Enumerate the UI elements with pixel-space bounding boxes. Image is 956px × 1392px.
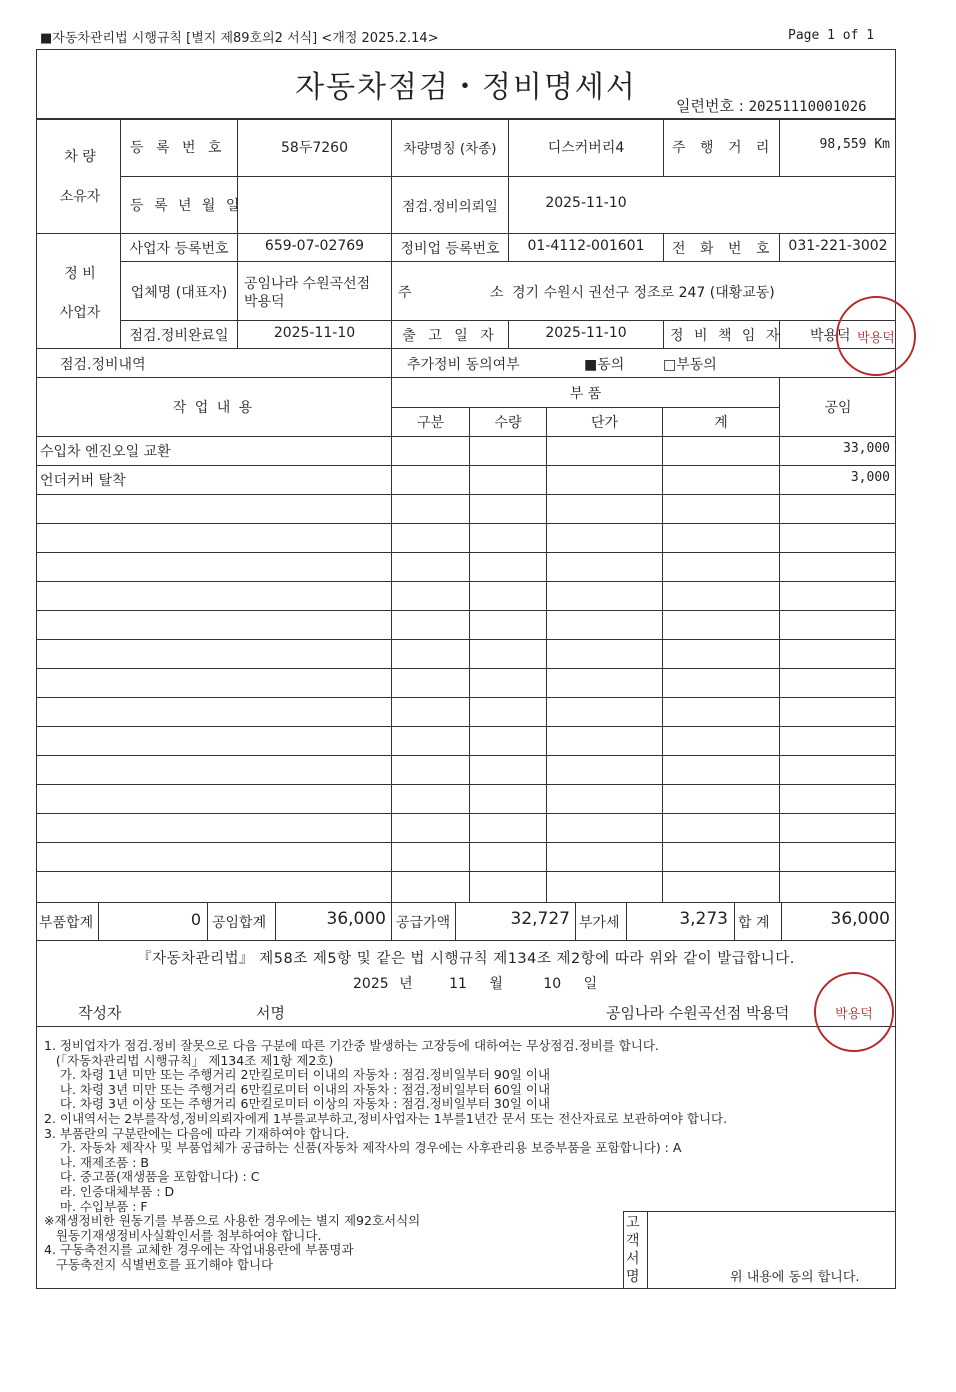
sign-label: 서명 <box>256 1004 285 1022</box>
page-title: 자동차점검・정비명세서 <box>295 70 637 105</box>
rule <box>392 407 779 408</box>
table-row-rule <box>36 755 896 756</box>
company-line1: 공임나라 수원곡선점 <box>244 276 371 292</box>
manager-value: 박용덕 <box>810 328 851 344</box>
phone-label: 전 화 번 호 <box>672 241 775 257</box>
mileage-label: 주 행 거 리 <box>672 140 775 156</box>
seal-stamp-text: 박용덕 <box>835 1006 873 1022</box>
rule <box>546 407 547 902</box>
col-type: 구분 <box>416 415 445 431</box>
table-row-rule <box>36 610 896 611</box>
rule <box>469 407 470 902</box>
owner-section-label <box>40 146 120 166</box>
table-row-rule <box>36 494 896 495</box>
shop-reg-value: 01-4112-001601 <box>527 238 645 254</box>
mileage-value: 98,559 Km <box>819 137 890 152</box>
model-value: 디스커버리4 <box>547 140 625 156</box>
extra-consent-label: 추가정비 동의여부 <box>407 357 520 373</box>
issue-month: 11 <box>449 976 467 992</box>
note-line: 다. 중고품(재생품을 포함합니다) : C <box>44 1169 260 1185</box>
rule <box>663 233 664 261</box>
rule <box>36 348 896 349</box>
details-label: 점검.정비내역 <box>60 357 146 373</box>
rule <box>734 902 735 940</box>
note-line: 가. 자동차 제작사 및 부품업체가 공급하는 신품(자동차 제작사의 경우에는 사후관리용 보증부품을 포함합니다) : A <box>44 1140 682 1156</box>
note-line: 2. 이내역서는 2부를작성,정비의뢰자에게 1부를교부하고,정비사업자는 1부를1년간 문서 또는 전산자료로 보관하여야 합니다. <box>44 1110 728 1126</box>
note-line: 가. 차령 1년 미만 또는 주행거리 2만킬로미터 이내의 자동차 : 점검.정비일부터 90일 이내 <box>44 1067 551 1083</box>
table-row-rule <box>36 726 896 727</box>
seal-stamp <box>836 296 916 376</box>
parts-header: 부 품 <box>569 386 602 402</box>
owner-section-label2: 소유자 <box>59 189 101 205</box>
issue-year-unit: 년 <box>399 976 413 992</box>
parts-total-label: 부품합계 <box>39 915 94 931</box>
reg-no-label: 등 록 번 호 <box>130 140 226 156</box>
issue-day: 10 <box>543 976 562 992</box>
rule <box>663 320 664 348</box>
note-line: 4. 구동축전지를 교체한 경우에는 작업내용란에 부품명과 <box>44 1242 354 1258</box>
table-row-rule <box>36 639 896 640</box>
owner-section-label-line1: 차 량 <box>64 149 96 165</box>
col-labor: 공임 <box>824 400 852 416</box>
customer-sign-label: 고객서명 <box>626 1215 640 1285</box>
table-row-rule <box>36 668 896 669</box>
table-row-rule <box>36 552 896 553</box>
rule <box>207 902 208 940</box>
rule <box>36 940 896 941</box>
table-row-labor: 33,000 <box>843 441 890 456</box>
table-row-rule <box>36 813 896 814</box>
labor-total-label: 공임합계 <box>212 915 267 931</box>
serial-label: 일련번호 : <box>676 97 744 115</box>
note-line: 라. 인증대체부품 : D <box>44 1183 175 1199</box>
model-label: 차량명칭 (차종) <box>403 141 497 157</box>
rule <box>36 377 896 378</box>
rule <box>391 902 392 940</box>
rule <box>663 118 664 176</box>
table-row-rule <box>36 581 896 582</box>
col-qty: 수량 <box>494 415 522 431</box>
author-label: 작성자 <box>78 1004 122 1022</box>
rule <box>575 902 576 940</box>
issue-month-unit: 월 <box>489 976 503 992</box>
issue-day-unit: 일 <box>583 976 598 992</box>
table-row-rule <box>36 523 896 524</box>
table-row-rule <box>36 697 896 698</box>
rule <box>36 902 896 903</box>
address-label-1: 주 <box>398 285 412 301</box>
note-line: 1. 정비업자가 점검.정비 잘못으로 다음 구분에 따른 기간중 발생하는 고장등에 대하여는 무상점검.정비를 합니다. <box>44 1038 659 1053</box>
rule <box>508 118 509 233</box>
col-total: 계 <box>714 415 728 431</box>
rule <box>36 233 896 234</box>
request-date-value: 2025-11-10 <box>545 195 627 211</box>
parts-total-value: 0 <box>190 910 201 929</box>
complete-date-value: 2025-11-10 <box>273 325 356 341</box>
rule <box>391 348 392 377</box>
release-date-value: 2025-11-10 <box>545 325 627 341</box>
vat-label: 부가세 <box>579 915 620 931</box>
sum-label: 합 계 <box>738 915 770 931</box>
page-indicator: Page 1 of 1 <box>788 28 875 43</box>
rule <box>647 1211 648 1289</box>
vat-value: 3,273 <box>679 909 728 929</box>
consent-agree[interactable]: ■동의 <box>584 357 625 373</box>
biz-no-label: 사업자 등록번호 <box>129 241 229 257</box>
complete-date-label: 점검.정비완료일 <box>129 328 229 344</box>
note-line: 마. 수입부품 : F <box>44 1198 148 1214</box>
table-row-rule <box>36 842 896 843</box>
labor-total-value: 36,000 <box>326 909 386 929</box>
release-date-label: 출 고 일 자 <box>402 328 498 344</box>
biz-no-value: 659-07-02769 <box>264 238 365 254</box>
shop-reg-label: 정비업 등록번호 <box>400 241 500 257</box>
supply-label: 공급가액 <box>396 915 451 931</box>
company-line2: 박용덕 <box>244 294 285 310</box>
company-label: 업체명 (대표자) <box>130 285 228 301</box>
phone-value: 031-221-3002 <box>788 238 888 254</box>
note-line: 원동기재생정비사실확인서를 첨부하여야 합니다. <box>44 1227 322 1243</box>
rule <box>391 377 392 902</box>
table-row-labor: 3,000 <box>850 470 890 485</box>
rule <box>36 1026 896 1027</box>
request-date-label: 점검.정비의뢰일 <box>402 199 498 215</box>
work-header: 작 업 내 용 <box>172 400 255 416</box>
supply-value: 32,727 <box>510 909 570 929</box>
rule <box>36 118 896 120</box>
note-line: (「자동차관리법 시행규칙」 제134조 제1항 제2호) <box>44 1052 334 1068</box>
table-row-work: 수입차 엔진오일 교환 <box>40 444 171 460</box>
sum-value: 36,000 <box>830 909 890 929</box>
col-unit: 단가 <box>590 415 619 431</box>
manager-label: 정 비 책 임 자 <box>670 328 783 344</box>
table-row-rule <box>36 871 896 872</box>
seal-stamp-text: 박용덕 <box>857 330 895 346</box>
serial-number <box>676 95 867 116</box>
signer-name: 공임나라 수원곡선점 박용덕 <box>606 1004 790 1022</box>
form-reference: ■자동차관리법 시행규칙 [별지 제89호의2 서식] <개정 2025.2.14> <box>40 31 439 46</box>
address-label-2: 소 <box>490 285 504 301</box>
address-value: 경기 수원시 권선구 정조로 247 (대황교동) <box>512 285 775 301</box>
shop-section-label2: 사업자 <box>59 305 101 321</box>
note-line: 구동축전지 식별번호를 표기해야 합니다 <box>44 1256 274 1272</box>
issue-year: 2025 <box>353 976 389 992</box>
rule <box>662 407 663 902</box>
issue-statement: 『자동차관리법』 제58조 제5항 및 같은 법 시행규칙 제134조 제2항에 따라 위와 같이 발급합니다. <box>137 951 795 967</box>
table-row-work: 언더커버 탈착 <box>40 473 126 489</box>
table-row-rule <box>36 465 896 466</box>
shop-section-label: 정 비 <box>64 266 96 282</box>
serial-value: 20251110001026 <box>748 99 867 115</box>
note-line: 나. 차령 3년 미만 또는 주행거리 6만킬로미터 이내의 자동차 : 점검.정비일부터 60일 이내 <box>44 1081 551 1097</box>
seal-stamp <box>814 972 894 1052</box>
issue-date <box>353 973 597 993</box>
customer-consent-text: 위 내용에 동의 합니다. <box>730 1270 860 1285</box>
reg-date-label: 등 록 년 월 일 <box>130 198 243 214</box>
consent-disagree[interactable]: □부동의 <box>663 357 717 373</box>
note-line: 3. 부품란의 구분란에는 다음에 따라 기재하여야 합니다. <box>44 1125 350 1141</box>
rule <box>120 118 121 348</box>
note-line: 다. 차령 3년 이상 또는 주행거리 6만킬로미터 이상의 자동차 : 점검.정비일부터 30일 이내 <box>44 1096 551 1112</box>
reg-no-value: 58두7260 <box>281 140 348 156</box>
note-line: 나. 재제조품 : B <box>44 1154 149 1170</box>
rule <box>36 436 896 437</box>
table-row-rule <box>36 784 896 785</box>
note-line: ※재생정비한 원동기를 부품으로 사용한 경우에는 별지 제92호서식의 <box>44 1213 421 1229</box>
